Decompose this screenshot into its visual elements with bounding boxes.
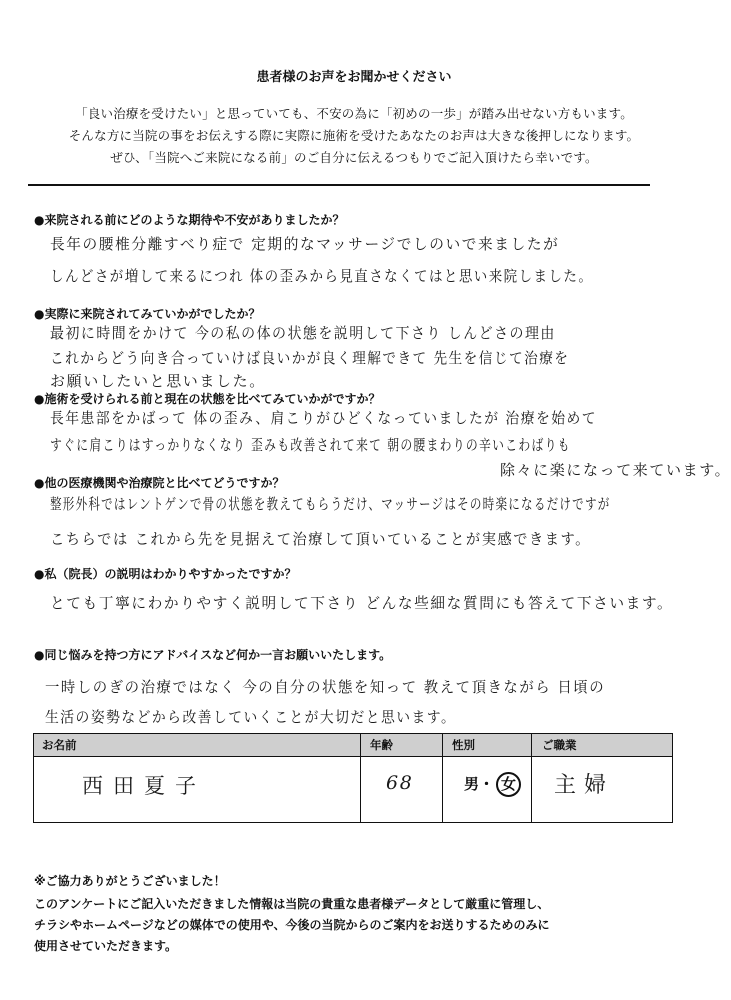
answer-3-line-2: すぐに肩こりはすっかりなくなり 歪みも改善されて来て 朝の腰まわりの辛いこわばりも [50,436,571,454]
patient-age: 68 [386,772,414,794]
answer-3-line-1: 長年患部をかばって 体の歪み、肩こりがひどくなっていましたが 治療を始めて [50,409,598,427]
column-divider [442,734,443,822]
patient-info-table [33,733,673,823]
question-2: ●実際に来院されてみていかがでしたか？ [34,307,261,321]
question-6: ●同じ悩みを持つ方にアドバイスなど何か一言お願いいたします。 [34,648,392,662]
patient-occupation: 主婦 [554,773,615,798]
question-4: ●他の医療機関や治療院と比べてどうですか？ [34,476,285,490]
header-age: 年齢 [370,738,393,752]
answer-4-line-1: 整形外科ではレントゲンで骨の状態を教えてもらうだけ、マッサージはその時楽になるだけですが [50,495,611,513]
column-divider [531,734,532,822]
question-1: ●来院される前にどのような期待や不安がありましたか？ [34,213,345,227]
gender-options [464,772,521,797]
answer-4-line-2: こちらでは これから先を見据えて治療して頂いていることが実感できます。 [50,530,591,548]
answer-2-line-2: これからどう向き合っていけば良いかが良く理解できて 先生を信じて治療を [50,349,570,367]
divider [28,184,650,186]
gender-female: 女 [496,772,521,797]
answer-2-line-1: 最初に時間をかけて 今の私の体の状態を説明して下さり しんどさの理由 [50,324,556,342]
answer-6-line-2: 生活の姿勢などから改善していくことが大切だと思います。 [45,708,457,726]
thanks-note: ※ご協力ありがとうございました！ [34,874,226,888]
column-divider [360,734,361,822]
page-title: 患者様のお声をお聞かせください [256,70,452,85]
answer-2-line-3: お願いしたいと思いました。 [50,372,266,390]
privacy-note-line-2: チラシやホームページなどの媒体での使用や、今後の当院からのご案内をお送りするためのみに [34,918,550,932]
question-5: ●私（院長）の説明はわかりやすかったですか？ [34,567,297,581]
answer-3-line-3: 除々に楽になって来ています。 [500,461,731,479]
privacy-note-line-3: 使用させていただきます。 [34,939,178,953]
intro-line-2: そんな方に当院の事をお伝えする際に実際に施術を受けたあなたのお声は大きな後押しになります。 [68,128,640,143]
intro-line-3: ぜひ、「当院へご来院になる前」のご自分に伝えるつもりでご記入頂けたら幸いです。 [110,150,598,165]
answer-1-line-2: しんどさが増して来るにつれ 体の歪みから見直さなくてはと思い来院しました。 [50,267,594,285]
question-3: ●施術を受けられる前と現在の状態を比べてみていかがですか？ [34,392,381,406]
header-gender: 性別 [452,738,475,752]
header-name: お名前 [42,738,77,752]
answer-6-line-1: 一時しのぎの治療ではなく 今の自分の状態を知って 教えて頂きながら 日頃の [45,678,606,696]
header-occupation: ご職業 [542,738,577,752]
answer-1-line-1: 長年の腰椎分離すべり症で 定期的なマッサージでしのいで来ましたが [50,235,560,253]
table-header-row [34,734,672,757]
answer-5-line-1: とても丁寧にわかりやすく説明して下さり どんな些細な質問にも答えて下さいます。 [50,594,674,612]
privacy-note-line-1: このアンケートにご記入いただきました情報は当院の貴重な患者様データとして厳重に管理し、 [34,897,550,911]
intro-line-1: 「良い治療を受けたい」と思っていても、不安の為に「初めの一歩」が踏み出せない方もいます。 [75,106,633,121]
gender-separator: ・ [479,775,495,793]
gender-male: 男 [464,775,480,793]
patient-name: 西田夏子 [82,774,206,798]
